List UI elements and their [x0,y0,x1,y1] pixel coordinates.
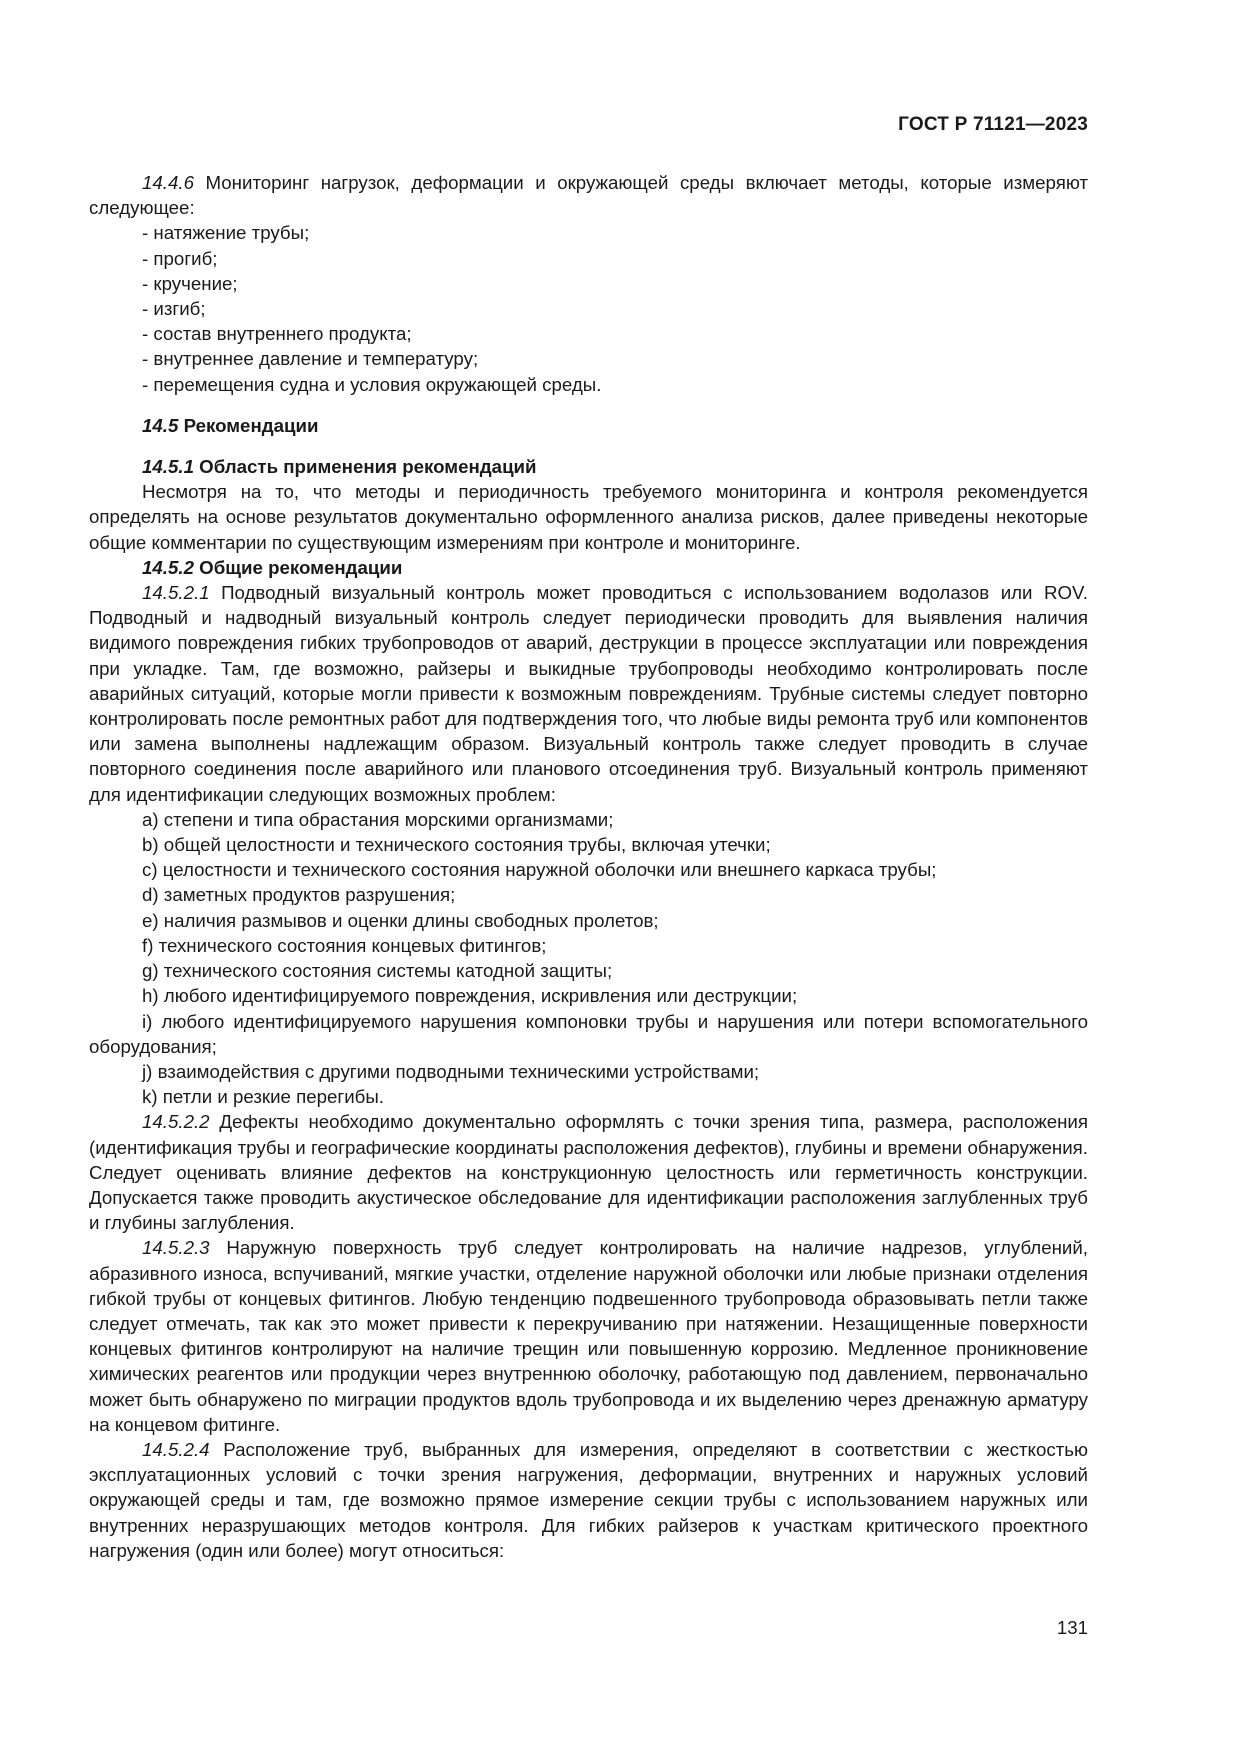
list-item: h) любого идентифицируемого повреждения, искривления или деструкции; [142,985,798,1007]
clause-number: 14.4.6 [142,172,194,193]
list-item: - перемещения судна и условия окружающей среды. [142,373,602,395]
heading-text: Область применения рекомендаций [193,456,537,478]
list-item: а) степени и типа обрастания морскими организмами; [142,808,614,830]
section-heading-14-5-2 [142,555,1088,580]
list-item: - кручение; [142,272,238,294]
list-item: e) наличия размывов и оценки длины свободных пролетов; [142,909,659,931]
paragraph-text: Дефекты необходимо документально оформлять с точки зрения типа, размера, расположения (идентификация трубы и географические координаты расположения дефектов), глубины и времени обнаружения. Следует оценивать влияние дефектов на конструкционную целостность или герметичность конструкции. Допускается также проводить акустическое обследование для идентификации расположения заглубленных труб и глубины заглубления. [89,1111,1088,1234]
clause-number: 14.5.2 [142,556,194,578]
list-item: f) технического состояния концевых фитингов; [142,934,547,956]
list-item: g) технического состояния системы катодной защиты; [142,960,613,982]
page-number: 131 [1056,1617,1088,1638]
paragraph-14-5-1: Несмотря на то, что методы и периодичность требуемого мониторинга и контроля рекомендуется определять на основе результатов документально оформленного анализа рисков, далее приведены некоторые общие комментарии по существующим измерениям при контроле и мониторинге. [89,481,1088,553]
list-item: - натяжение трубы; [142,222,310,244]
list-item: - изгиб; [142,298,206,320]
section-heading-14-5-1 [142,454,1088,479]
paragraph-text: Расположение труб, выбранных для измерения, определяют в соответствии с жесткостью эксплуатационных условий с точки зрения нагружения, деформации, внутренних и наружных условий окружающей среды и там, где возможно прямое измерение секции трубы с использованием наружных или внутренних неразрушающих методов контроля. Для гибких райзеров к участкам критического проектного нагружения (один или более) могут относиться: [89,1438,1088,1561]
monitoring-list [89,220,1088,396]
paragraph-14-5-2-4 [89,1437,1088,1563]
document-code-header: ГОСТ Р 71121—2023 [898,114,1088,135]
clause-number: 14.5.2.1 [142,582,210,604]
clause-number: 14.5.2.2 [142,1111,210,1133]
paragraph-14-4-6 [89,170,1088,220]
list-item: - внутреннее давление и температуру; [142,348,479,370]
paragraph-14-5-2-1 [89,580,1088,807]
clause-number: 14.5.2.3 [142,1237,210,1259]
list-item: - прогиб; [142,247,218,269]
section-heading-14-5 [142,413,1088,438]
list-item: b) общей целостности и технического состояния трубы, включая утечки; [142,834,771,856]
paragraph-14-5-2-2 [89,1109,1088,1235]
paragraph-text: Подводный визуальный контроль может проводиться с использованием водолазов или ROV. Подводный и надводный визуальный контроль следует периодически проводить для выявления наличия видимого повреждения гибких трубопроводов от аварий, деструкции в процессе эксплуатации или повреждения при укладке. Там, где возможно, райзеры и выкидные трубопроводы необходимо контролировать после аварийных ситуаций, которые могли привести к возможным повреждениям. Трубные системы следует повторно контролировать после ремонтных работ для подтверждения того, что любые виды ремонта труб или компонентов или замена выполнены надлежащим образом. Визуальный контроль также следует проводить в случае повторного соединения после аварийного или планового отсоединения труб. Визуальный контроль применяют для идентификации следующих возможных проблем: [89,582,1088,805]
list-item: j) взаимодействия с другими подводными техническими устройствами; [142,1060,760,1082]
list-item: k) петли и резкие перегибы. [142,1086,384,1108]
heading-text: Общие рекомендации [193,556,403,578]
list-item: - состав внутреннего продукта; [142,323,412,345]
paragraph-text: Мониторинг нагрузок, деформации и окружающей среды включает методы, которые измеряют следующее: [89,172,1088,219]
list-item: i) любого идентифицируемого нарушения компоновки трубы и нарушения или потери вспомогательного оборудования; [89,1010,1088,1057]
clause-number: 14.5 [142,414,179,436]
list-item: d) заметных продуктов разрушения; [142,884,456,906]
paragraph-text: Наружную поверхность труб следует контролировать на наличие надрезов, углублений, абразивного износа, вспучиваний, мягкие участки, отделение наружной оболочки или любые признаки отделения гибкой трубы от концевых фитингов. Любую тенденцию подвешенного трубопровода образовывать петли также следует отмечать, так как это может привести к перекручиванию при натяжении. Незащищенные поверхности концевых фитингов контролируют на наличие трещин или повышенную коррозию. Медленное проникновение химических реагентов или продукции через внутреннюю оболочку, работающую под давлением, первоначально может быть обнаружено по миграции продуктов вдоль трубопровода и их выделению через дренажную арматуру на концевом фитинге. [89,1237,1088,1435]
list-item: c) целостности и технического состояния наружной оболочки или внешнего каркаса трубы; [142,859,937,881]
problems-list [89,807,1088,1109]
paragraph-14-5-2-3 [89,1235,1088,1437]
heading-text: Рекомендации [178,414,319,436]
clause-number: 14.5.2.4 [142,1438,210,1460]
document-body [89,170,1088,1563]
clause-number: 14.5.1 [142,456,194,478]
